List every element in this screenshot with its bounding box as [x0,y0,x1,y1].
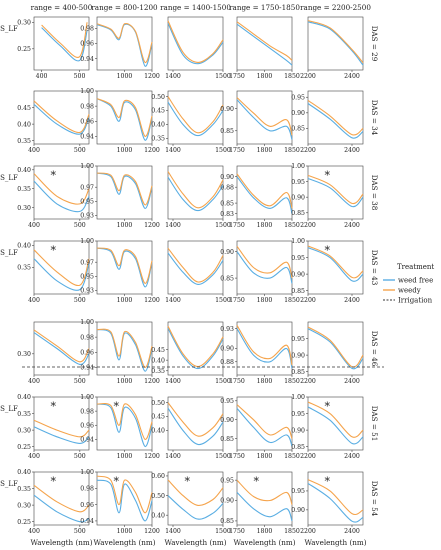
panel-das-34-range-1750-1850 [220,91,300,154]
y-tick-label: 0.85 [220,518,234,526]
significance-marker: * [50,475,56,488]
y-tick-label: 0.95 [291,410,305,418]
x-tick-label: 2400 [344,297,360,304]
y-tick-label: 0.85 [291,125,305,133]
column-titles [31,3,372,12]
y-tick-label: 0.40 [17,469,31,477]
y-tick-label: 0.35 [151,135,165,143]
y-tick-label: 0.40 [151,512,165,520]
row-title-das-38: DAS = 38 [370,174,379,211]
y-tick-label: 0.90 [291,352,305,360]
x-tick-label: 2200 [300,222,316,229]
y-tick-label: 0.90 [291,110,305,118]
y-tick-label: 1.00 [80,319,94,327]
y-tick-label: 0.88 [220,358,234,366]
panel-das-43-range-800-1200 [80,238,160,304]
panel-das-34-range-2200-2500 [291,91,363,154]
y-tick-label: 0.40 [151,357,165,365]
panel-das-54-range-800-1200 [80,469,160,535]
x-tick-label: 400 [28,222,40,229]
y-tick-label: 0.45 [17,104,31,112]
panel-das-46-range-800-1200 [80,319,160,385]
panel-das-38-range-400-500 [17,166,89,229]
row-title-das-54: DAS = 54 [370,480,379,517]
column-title-5: range = 2200-2500 [300,3,371,12]
y-tick-label: 0.96 [80,40,94,48]
x-tick-label: 1000 [116,297,133,304]
y-axis-labels [0,25,18,488]
x-tick-label: 1500 [215,147,231,154]
y-tick-label: 0.93 [220,325,234,333]
x-tick-label: 1000 [116,222,133,229]
y-tick-label: 1.00 [80,238,94,246]
x-tick-label: 1800 [256,378,273,385]
panel-das-46-range-1400-1500 [151,322,231,385]
y-tick-label: 0.35 [17,485,31,493]
panel-das-46-range-2200-2500 [291,322,363,385]
y-tick-label: 0.90 [291,271,305,279]
x-tick-label: 1800 [256,528,273,535]
x-tick-label: 2200 [300,453,316,460]
y-axis-label: S_LF [0,405,18,413]
x-tick-label: 1500 [215,528,231,535]
y-tick-label: 0.93 [80,212,94,220]
panel-das-54-range-400-500 [17,469,89,535]
y-tick-label: 0.85 [220,435,234,443]
y-tick-label: 0.98 [80,25,94,33]
y-tick-label: 0.94 [80,133,94,141]
panel-frame [237,91,292,144]
y-tick-label: 0.25 [17,518,31,526]
x-tick-label: 1200 [144,453,160,460]
x-tick-label: 1400 [165,222,181,229]
y-tick-label: 0.85 [291,287,305,295]
x-axis-label: Wavelength (nm) [30,538,93,547]
y-tick-label: 0.40 [17,121,31,129]
panel-frame [34,472,89,525]
significance-marker: * [253,475,259,488]
y-tick-label: 0.98 [80,103,94,111]
panel-das-51-range-1750-1850 [220,397,300,460]
y-tick-label: 0.85 [220,275,234,283]
x-tick-label: 1400 [165,528,181,535]
x-tick-label: 2400 [344,453,360,460]
x-tick-label: 1850 [284,73,300,80]
panel-frame [308,397,363,450]
significance-marker: * [50,244,56,257]
x-tick-label: 400 [28,297,40,304]
y-tick-label: 0.45 [151,107,165,115]
row-title-das-34: DAS = 34 [370,99,379,136]
x-tick-label: 1000 [116,147,133,154]
x-tick-label: 500 [73,528,86,535]
x-axis-label: Wavelength (nm) [304,538,367,547]
y-tick-label: 0.98 [80,334,94,342]
x-tick-label: 1850 [284,453,300,460]
y-tick-label: 0.90 [291,194,305,202]
x-tick-label: 1200 [144,222,160,229]
panel-frame [168,397,223,450]
y-tick-label: 0.95 [80,198,94,206]
y-tick-label: 0.40 [151,121,165,129]
y-tick-label: 0.90 [291,427,305,435]
y-tick-label: 0.90 [291,507,305,515]
y-tick-label: 0.40 [151,427,165,435]
y-tick-label: 0.96 [80,422,94,430]
panel-das-54-range-1750-1850 [220,472,300,535]
y-tick-label: 0.97 [80,259,94,267]
x-tick-label: 2400 [344,378,360,385]
y-axis-label: S_LF [0,480,18,488]
column-title-2: range = 800-1200 [91,3,158,12]
x-tick-label: 500 [73,297,86,304]
panel-frame [237,166,292,219]
x-tick-label: 2400 [344,222,360,229]
x-tick-label: 400 [28,378,40,385]
y-tick-label: 0.60 [151,473,165,481]
panel-frame [308,91,363,144]
y-tick-label: 0.30 [17,204,31,212]
x-tick-label: 1800 [256,147,273,154]
y-tick-label: 0.35 [17,185,31,193]
y-tick-label: 0.98 [80,408,94,416]
x-tick-label: 500 [73,222,86,229]
y-tick-label: 1.00 [291,163,305,171]
x-tick-label: 1500 [215,378,231,385]
y-tick-label: 0.98 [80,485,94,493]
y-tick-label: 0.95 [291,335,305,343]
panel-das-34-range-800-1200 [80,88,160,154]
significance-marker: * [50,400,56,413]
y-tick-label: 1.00 [291,394,305,402]
y-tick-label: 0.40 [17,166,31,174]
y-tick-label: 0.95 [291,254,305,262]
significance-marker: * [184,475,190,488]
panel-frame [168,91,223,144]
significance-marker: * [113,400,119,413]
x-axis-label: Wavelength (nm) [233,538,296,547]
y-tick-label: 1.00 [291,238,305,246]
y-tick-label: 0.35 [17,410,31,418]
y-tick-label: 0.85 [291,443,305,451]
x-tick-label: 1200 [144,147,160,154]
x-tick-label: 1800 [256,453,273,460]
panel-das-46-range-400-500 [17,322,89,385]
x-tick-label: 500 [73,453,86,460]
y-tick-label: 0.95 [291,488,305,496]
panel-frame [97,91,152,144]
y-tick-label: 0.40 [17,394,31,402]
y-tick-label: 0.85 [220,127,234,135]
x-tick-label: 1400 [165,453,181,460]
x-tick-label: 1500 [215,453,231,460]
panel-das-29-range-1750-1850 [229,17,300,80]
y-tick-label: 0.83 [220,210,234,218]
y-tick-label: 0.96 [80,349,94,357]
y-tick-label: 0.30 [17,427,31,435]
x-tick-label: 1500 [215,73,231,80]
column-title-1: range = 400-500 [30,3,93,12]
x-tick-label: 1200 [144,378,160,385]
row-title-das-51: DAS = 51 [370,405,379,442]
x-tick-label: 2200 [300,73,316,80]
panel-das-38-range-2200-2500 [291,163,363,229]
x-tick-label: 1850 [284,147,300,154]
y-tick-label: 0.45 [151,413,165,421]
x-axis-label: Wavelength (nm) [164,538,227,547]
x-tick-label: 1200 [144,73,160,80]
y-tick-label: 0.93 [80,287,94,295]
legend-label-irrigation: Irrigation [398,296,433,305]
x-tick-label: 1000 [116,73,133,80]
y-tick-label: 0.35 [17,264,31,272]
x-tick-label: 2200 [300,528,316,535]
y-tick-label: 0.35 [151,367,165,375]
x-tick-label: 1800 [256,297,273,304]
panel-das-29-range-400-500 [17,17,89,80]
significance-marker: * [324,244,330,257]
x-tick-label: 500 [73,147,86,154]
legend-label-weed-free: weed free [398,276,434,285]
y-tick-label: 1.00 [80,163,94,171]
y-tick-label: 0.30 [17,19,31,27]
legend [383,263,434,305]
y-tick-label: 0.85 [291,368,305,376]
y-tick-label: 0.90 [220,345,234,353]
x-tick-label: 1400 [165,147,181,154]
y-tick-label: 0.50 [151,93,165,101]
panel-frame [308,17,363,70]
row-titles [370,26,379,517]
x-tick-label: 1400 [165,73,181,80]
panel-frame [168,241,223,294]
y-tick-label: 1.00 [80,394,94,402]
y-tick-label: 0.50 [151,492,165,500]
y-tick-label: 0.95 [291,178,305,186]
y-tick-label: 0.90 [220,248,234,256]
significance-marker: * [50,169,56,182]
row-title-das-43: DAS = 43 [370,249,379,286]
x-tick-label: 1850 [284,528,300,535]
panel-das-38-range-800-1200 [80,163,160,229]
x-tick-label: 1200 [144,297,160,304]
panel-frame [168,166,223,219]
x-tick-label: 1400 [165,378,181,385]
panel-das-51-range-2200-2500 [291,394,363,460]
x-tick-label: 1750 [229,453,245,460]
x-tick-label: 1200 [144,528,160,535]
y-tick-label: 0.94 [80,55,94,63]
panel-das-34-range-1400-1500 [151,91,231,154]
x-tick-label: 400 [28,453,40,460]
y-tick-label: 1.00 [80,469,94,477]
x-tick-label: 1850 [284,378,300,385]
y-tick-label: 0.50 [151,399,165,407]
y-tick-label: 0.85 [291,209,305,217]
y-tick-label: 0.97 [80,184,94,192]
x-tick-label: 1500 [215,222,231,229]
panel-das-51-range-800-1200 [80,394,160,460]
y-tick-label: 0.95 [220,477,234,485]
panel-das-46-range-1750-1850 [220,322,300,385]
panel-das-38-range-1750-1850 [220,166,300,229]
x-axis-label: Wavelength (nm) [93,538,156,547]
column-title-4: range = 1750-1850 [229,3,300,12]
y-tick-label: 0.35 [17,137,31,145]
x-tick-label: 1850 [284,297,300,304]
y-tick-label: 1.00 [80,88,94,96]
y-axis-label: S_LF [0,174,18,182]
row-title-das-46: DAS = 46 [370,330,379,367]
x-tick-label: 2200 [300,378,316,385]
x-axis-labels [31,538,367,547]
x-tick-label: 1800 [256,222,273,229]
x-tick-label: 2400 [344,528,360,535]
panel-grid [17,17,363,535]
x-tick-label: 1750 [229,73,245,80]
significance-marker: * [324,475,330,488]
row-title-das-29: DAS = 29 [370,25,379,62]
y-tick-label: 0.95 [80,273,94,281]
panel-frame [237,17,292,70]
legend-title: Treatment [397,263,435,271]
y-tick-label: 0.90 [220,416,234,424]
legend-label-weedy: weedy [398,286,421,295]
x-tick-label: 500 [73,73,86,80]
panel-das-34-range-400-500 [17,91,89,154]
x-tick-label: 1000 [116,528,133,535]
x-tick-label: 2400 [344,73,360,80]
x-tick-label: 1750 [229,222,245,229]
y-tick-label: 0.88 [220,184,234,192]
y-tick-label: 0.90 [220,497,234,505]
x-tick-label: 1400 [165,297,181,304]
panel-das-51-range-400-500 [17,394,89,460]
y-tick-label: 0.95 [220,397,234,405]
y-tick-label: 0.96 [80,118,94,126]
x-tick-label: 400 [28,147,40,154]
panel-das-29-range-800-1200 [80,17,160,80]
y-tick-label: 0.45 [151,346,165,354]
panel-das-54-range-2200-2500 [291,472,363,535]
panel-das-54-range-1400-1500 [151,472,231,535]
y-tick-label: 0.25 [17,443,31,451]
x-tick-label: 1750 [229,528,245,535]
x-tick-label: 1750 [229,378,245,385]
x-tick-label: 1500 [215,297,231,304]
panel-das-43-range-400-500 [17,241,89,304]
x-tick-label: 500 [73,378,86,385]
significance-marker: * [324,169,330,182]
panel-das-29-range-2200-2500 [300,17,363,80]
y-tick-label: 0.30 [17,502,31,510]
y-tick-label: 0.40 [17,242,31,250]
y-tick-label: 0.94 [80,436,94,444]
panel-das-43-range-2200-2500 [291,238,363,304]
y-tick-label: 0.96 [80,501,94,509]
y-tick-label: 0.85 [220,200,234,208]
x-tick-label: 2200 [300,147,316,154]
x-tick-label: 400 [28,528,40,535]
panel-das-29-range-1400-1500 [165,17,231,80]
y-tick-label: 0.94 [80,518,94,526]
significance-marker: * [113,475,119,488]
y-tick-label: 0.90 [220,105,234,113]
x-tick-label: 1750 [229,297,245,304]
y-axis-label: S_LF [0,249,18,257]
y-tick-label: 0.30 [17,351,31,358]
panel-das-51-range-1400-1500 [151,397,231,460]
x-tick-label: 400 [35,73,48,80]
significance-marker: * [324,400,330,413]
panel-frame [237,397,292,450]
x-tick-label: 2200 [300,297,316,304]
x-tick-label: 1000 [116,453,133,460]
y-tick-label: 0.90 [220,173,234,181]
x-tick-label: 1800 [256,73,273,80]
panel-frame [237,241,292,294]
x-tick-label: 1850 [284,222,300,229]
x-tick-label: 1750 [229,147,245,154]
panel-frame [237,472,292,525]
y-tick-label: 0.94 [80,364,94,372]
x-tick-label: 2400 [344,147,360,154]
y-tick-label: 0.25 [17,46,31,53]
y-tick-label: 0.95 [291,94,305,102]
y-axis-label: S_LF [0,25,18,33]
x-tick-label: 1000 [116,378,133,385]
panel-frame [308,472,363,525]
column-title-3: range = 1400-1500 [160,3,231,12]
panel-das-43-range-1750-1850 [220,241,300,304]
